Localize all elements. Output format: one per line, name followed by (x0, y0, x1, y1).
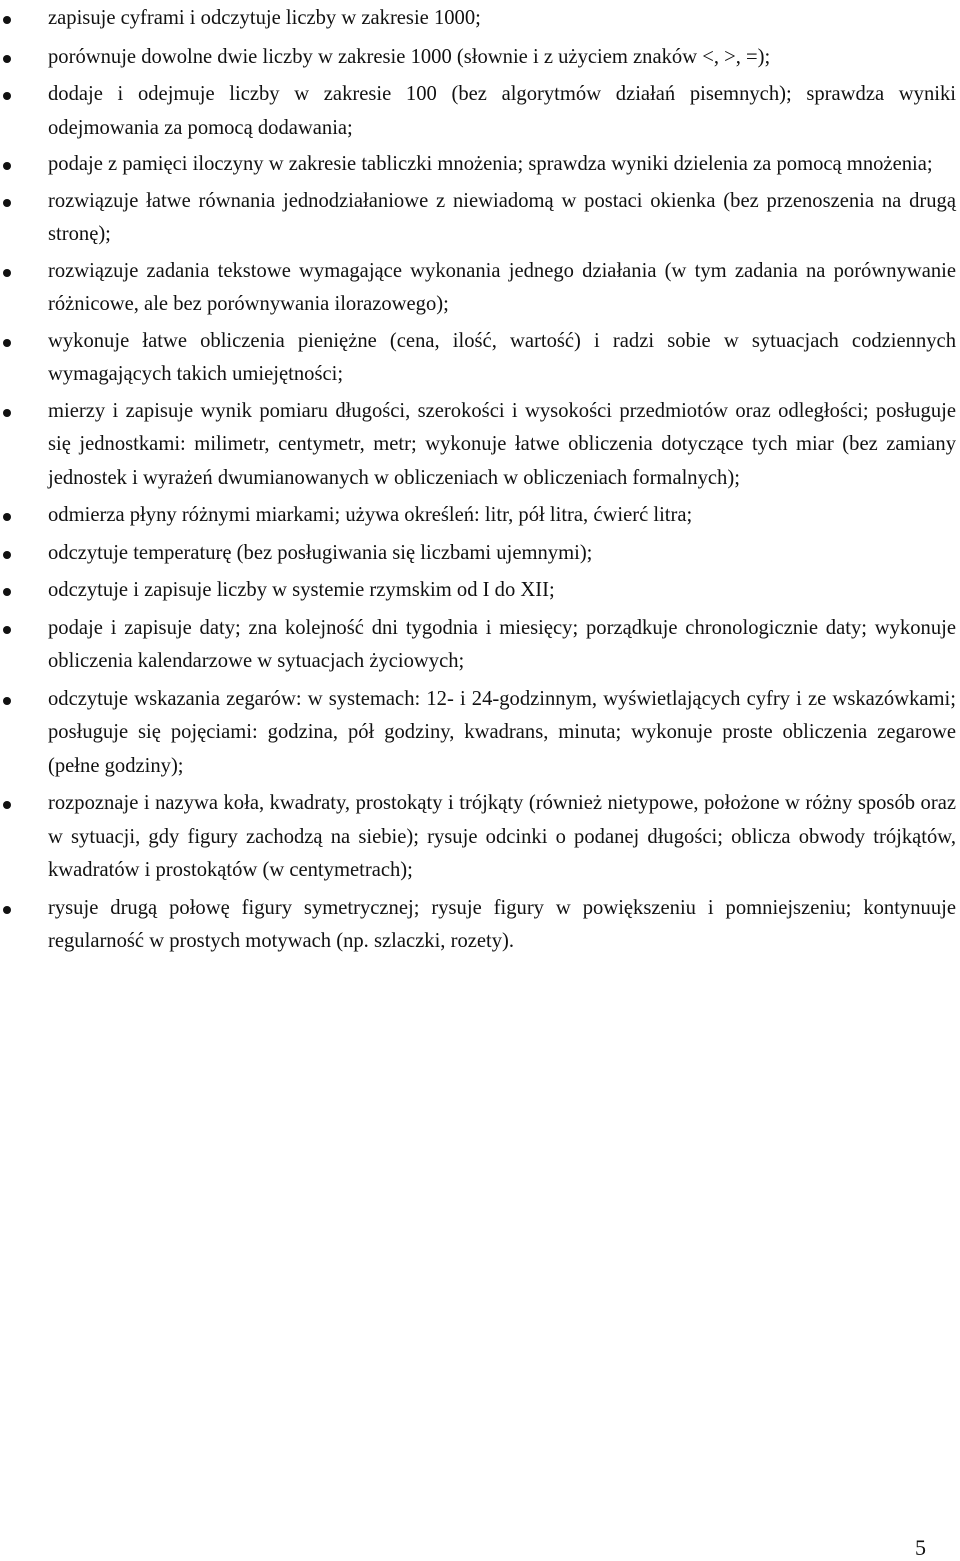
list-item (0, 892, 960, 959)
bullet-icon (3, 339, 11, 347)
bullet-icon (3, 697, 11, 705)
bullet-icon (3, 588, 11, 596)
bullet-icon (3, 513, 11, 521)
list-item (0, 148, 960, 182)
bullet-icon (3, 92, 11, 100)
bullet-list (0, 2, 960, 959)
bullet-icon (3, 269, 11, 277)
list-item (0, 395, 960, 496)
bullet-icon (3, 626, 11, 634)
list-item-text: rysuje drugą połowę figury symetrycznej; rysuje figury w powiększeniu i pomniejszeniu; kontynuuje regularność w prostych motywach (np. szlaczki, rozety). (48, 896, 956, 952)
list-item-text: rozpoznaje i nazywa koła, kwadraty, prostokąty i trójkąty (również nietypowe, położone w różny sposób oraz w sytuacji, gdy figury zachodzą na siebie); rysuje odcinki o podanej długości; oblicza obwody trójkątów, kwadratów i prostokątów (w centymetrach); (48, 792, 956, 881)
list-item (0, 325, 960, 392)
list-item-text: zapisuje cyframi i odczytuje liczby w zakresie 1000; (48, 7, 481, 29)
list-item (0, 78, 960, 145)
list-item-text: mierzy i zapisuje wynik pomiaru długości, szerokości i wysokości przedmiotów oraz odległości; posługuje się jednostkami: milimetr, centymetr, metr; wykonuje łatwe obliczenia dotyczące tych miar (bez zamiany jednostek i wyrażeń dwumianowanych w obliczeniach w obliczeniach formalnych); (48, 399, 956, 489)
page-number: 5 (915, 1535, 926, 1560)
list-item-text: rozwiązuje zadania tekstowe wymagające wykonania jednego działania (w tym zadania na porównywanie różnicowe, ale bez porównywania ilorazowego); (48, 259, 956, 315)
bullet-icon (3, 55, 11, 63)
list-item (0, 185, 960, 252)
list-item (0, 612, 960, 679)
list-item-text: rozwiązuje łatwe równania jednodziałaniowe z niewiadomą w postaci okienka (bez przenoszenia na drugą stronę); (48, 189, 956, 245)
list-item (0, 255, 960, 322)
list-item (0, 499, 960, 533)
list-item-text: dodaje i odejmuje liczby w zakresie 100 (bez algorytmów działań pisemnych); sprawdza wyniki odejmowania za pomocą dodawania; (48, 83, 956, 139)
bullet-icon (3, 162, 11, 170)
list-item (0, 537, 960, 571)
list-item-text: odmierza płyny różnymi miarkami; używa określeń: litr, pół litra, ćwierć litra; (48, 504, 693, 526)
list-item-text: porównuje dowolne dwie liczby w zakresie 1000 (słownie i z użyciem znaków <, >, =); (48, 45, 771, 68)
list-item-text: odczytuje temperaturę (bez posługiwania się liczbami ujemnymi); (48, 541, 593, 564)
bullet-icon (3, 16, 11, 24)
list-item (0, 683, 960, 784)
list-item (0, 787, 960, 888)
list-item-text: podaje i zapisuje daty; zna kolejność dni tygodnia i miesięcy; porządkuje chronologicznie daty; wykonuje obliczenia kalendarzowe w sytuacjach życiowych; (48, 616, 956, 672)
list-item-text: odczytuje wskazania zegarów: w systemach: 12- i 24-godzinnym, wyświetlających cyfry i ze wskazówkami; posługuje się pojęciami: godzina, pół godziny, kwadrans, minuta; wykonuje proste obliczenia zegarowe (pełne godziny); (48, 687, 956, 777)
list-item (0, 574, 960, 608)
list-item (0, 2, 960, 36)
list-item-text: podaje z pamięci iloczyny w zakresie tabliczki mnożenia; sprawdza wyniki dzielenia za pomocą mnożenia; (48, 153, 933, 175)
bullet-icon (3, 199, 11, 207)
list-item-text: wykonuje łatwe obliczenia pieniężne (cena, ilość, wartość) i radzi sobie w sytuacjach codziennych wymagających takich umiejętności; (48, 329, 956, 385)
bullet-icon (3, 906, 11, 914)
bullet-icon (3, 801, 11, 809)
bullet-icon (3, 409, 11, 417)
bullet-icon (3, 551, 11, 559)
list-item-text: odczytuje i zapisuje liczby w systemie rzymskim od I do XII; (48, 579, 555, 601)
list-item (0, 41, 960, 75)
